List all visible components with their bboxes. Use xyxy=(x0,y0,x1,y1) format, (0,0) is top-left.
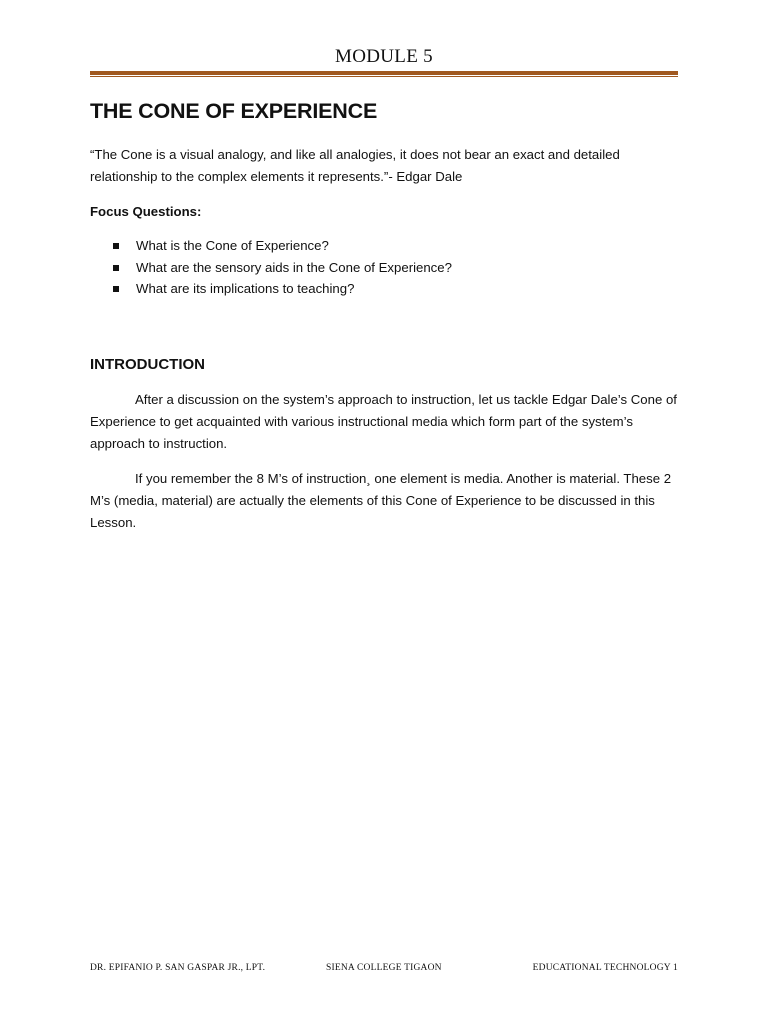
header-rule xyxy=(90,71,678,77)
introduction-heading: INTRODUCTION xyxy=(90,355,205,373)
footer-author: DR. EPIFANIO P. SAN GASPAR JR., LPT. xyxy=(90,963,266,973)
main-content xyxy=(90,96,680,534)
focus-questions-label: Focus Questions: xyxy=(90,204,202,219)
focus-question-item xyxy=(90,278,680,300)
focus-questions-list xyxy=(90,235,680,300)
square-bullet-icon xyxy=(113,243,119,249)
opening-quote: “The Cone is a visual analogy, and like all analogies, it does not bear an exact and detailed relationship to the complex elements it represents.”- Edgar Dale xyxy=(90,147,620,184)
focus-question-text: What is the Cone of Experience? xyxy=(136,238,329,253)
focus-question-text: What are the sensory aids in the Cone of Experience? xyxy=(136,259,452,275)
introduction-paragraph: If you remember the 8 M’s of instruction¸ one element is media. Another is material. These 2 M’s (media, material) are actually the elements of this Cone of Experience to be discussed in this Lesson. xyxy=(90,470,672,530)
focus-question-item xyxy=(90,235,680,257)
footer-institution: SIENA COLLEGE TIGAON xyxy=(326,963,442,973)
square-bullet-icon xyxy=(113,265,119,271)
footer-course: EDUCATIONAL TECHNOLOGY 1 xyxy=(532,963,678,973)
module-header: MODULE 5 xyxy=(335,46,433,67)
focus-question-text: What are its implications to teaching? xyxy=(136,281,355,296)
introduction-paragraph: After a discussion on the system’s approach to instruction, let us tackle Edgar Dale’s Cone of Experience to get acquainted with various instructional media which form part of the system’s approach to instruction. xyxy=(90,391,677,451)
header-rule-thin-line xyxy=(90,76,678,77)
focus-question-item xyxy=(90,257,680,279)
page-title: THE CONE OF EXPERIENCE xyxy=(90,99,378,123)
square-bullet-icon xyxy=(113,286,119,292)
